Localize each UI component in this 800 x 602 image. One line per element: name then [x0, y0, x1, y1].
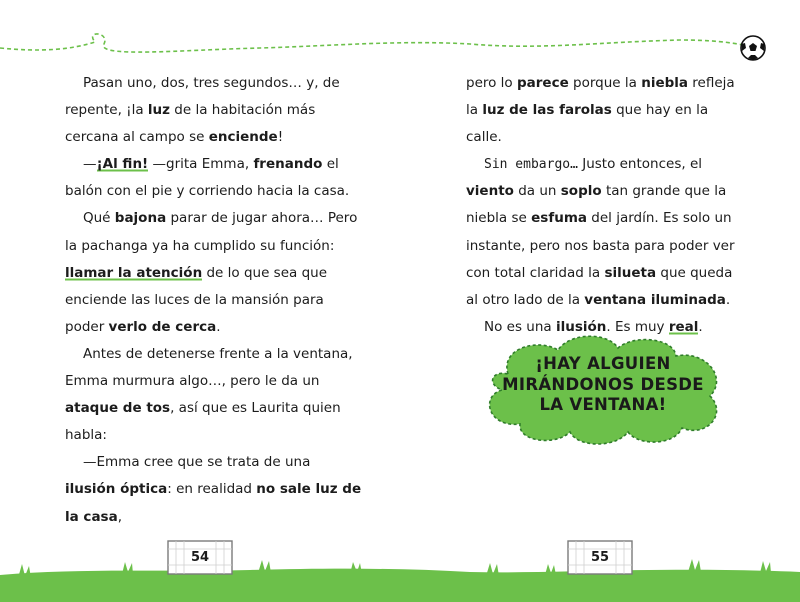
right-page-text: [466, 70, 741, 341]
bold-term: verlo de cerca: [108, 318, 217, 335]
soccer-ball-icon: [741, 36, 765, 60]
paragraph: —¡Al fin! —grita Emma, frenando el balón con el pie y corriendo hacia la casa.: [65, 156, 350, 200]
callout-line: MIRÁNDONOS DESDE: [502, 374, 704, 394]
bold-term: niebla: [641, 75, 689, 91]
handwritten-phrase: Sin embargo…: [484, 157, 578, 173]
bold-term: no sale luz de la casa: [65, 481, 362, 525]
paragraph: Pasan uno, dos, tres segundos… y, de repente, ¡la luz de la habitación más cercana al campo se enciende!: [65, 75, 340, 146]
speech-cloud-text: [478, 354, 728, 416]
highlighted-term: ¡Al fin!: [96, 156, 149, 173]
bold-term: luz de las farolas: [482, 102, 612, 119]
paragraph: Antes de detenerse frente a la ventana, Emma murmura algo…, pero le da un ataque de tos, así que es Laurita quien habla:: [65, 345, 353, 444]
bold-term: silueta: [604, 264, 657, 281]
bold-term: parece: [516, 75, 569, 91]
bold-term: esfuma: [531, 210, 587, 227]
paragraph: Qué bajona parar de jugar ahora… Pero la pachanga ya ha cumplido su función: llamar la atención de lo que sea que enciende las luces de la mansión para poder verlo de cerca.: [65, 210, 358, 335]
highlighted-term: real: [668, 318, 699, 335]
ball-trajectory-line: [0, 34, 748, 52]
callout-line: ¡HAY ALGUIEN: [535, 354, 671, 373]
paragraph: —Emma cree que se trata de una ilusión óptica: en realidad no sale luz de la casa,: [65, 454, 362, 525]
bold-term: viento: [466, 183, 514, 200]
left-page-text: [65, 70, 365, 531]
bold-term: ilusión óptica: [65, 481, 168, 498]
bold-term: ventana iluminada: [584, 291, 726, 308]
bold-term: bajona: [114, 210, 167, 227]
page-number-left: 54: [190, 550, 210, 565]
paragraph: pero lo parece porque la niebla refleja la luz de las farolas que hay en la calle.: [466, 75, 735, 146]
page-number-right: 55: [590, 550, 610, 565]
bold-term: luz: [147, 102, 171, 119]
highlighted-term: llamar la atención: [65, 264, 203, 281]
bold-term: soplo: [560, 183, 602, 200]
bold-term: ataque de tos: [65, 400, 171, 417]
bold-term: enciende: [208, 129, 278, 146]
grass-ground: [0, 569, 800, 602]
paragraph: Sin embargo… Justo entonces, el viento da un soplo tan grande que la niebla se esfuma del jardín. Es solo un instante, pero nos basta para poder ver con total claridad la silueta que queda al otro lado de la ventana iluminada.: [466, 156, 735, 308]
bold-term: frenando: [253, 156, 323, 173]
paragraph: No es una ilusión. Es muy real.: [484, 318, 703, 335]
callout-line: LA VENTANA!: [539, 395, 667, 414]
bold-term: ilusión: [555, 318, 607, 335]
